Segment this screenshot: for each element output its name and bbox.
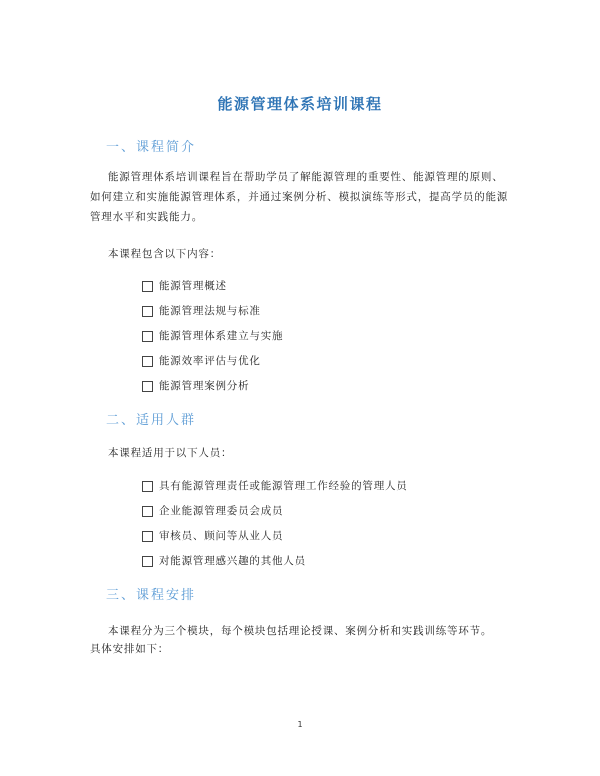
checklist-item: 审核员、顾问等从业人员	[142, 529, 408, 554]
section-heading-schedule: 三、课程安排	[106, 588, 197, 603]
document-title: 能源管理体系培训课程	[217, 95, 383, 113]
checkbox-icon	[142, 481, 153, 492]
page-number: 1	[297, 720, 303, 729]
content-list-intro: 本课程包含以下内容：	[108, 248, 221, 260]
checkbox-icon	[142, 381, 153, 392]
checkbox-icon	[142, 506, 153, 517]
checkbox-icon	[142, 531, 153, 542]
section-heading-audience: 二、适用人群	[106, 413, 197, 428]
checkbox-icon	[142, 281, 153, 292]
audience-checklist	[142, 479, 408, 579]
schedule-paragraph-line1: 本课程分为三个模块，每个模块包括理论授课、案例分析和实践训练等环节。	[108, 625, 493, 637]
course-content-checklist	[142, 279, 283, 404]
course-intro-paragraph: 能源管理体系培训课程旨在帮助学员了解能源管理的重要性、能源管理的原则、如何建立和实施能源管理体系，并通过案例分析、模拟演练等形式，提高学员的能源管理水平和实践能力。	[90, 171, 509, 223]
checkbox-icon	[142, 356, 153, 367]
checklist-item: 能源效率评估与优化	[142, 354, 283, 379]
audience-list-intro: 本课程适用于以下人员：	[108, 447, 233, 459]
checklist-item: 具有能源管理责任或能源管理工作经验的管理人员	[142, 479, 408, 504]
checklist-item: 企业能源管理委员会成员	[142, 504, 408, 529]
checkbox-icon	[142, 331, 153, 342]
section-heading-intro: 一、课程简介	[106, 140, 197, 155]
schedule-paragraph-line2: 具体安排如下：	[90, 643, 170, 655]
checkbox-icon	[142, 306, 153, 317]
checklist-item: 能源管理法规与标准	[142, 304, 283, 329]
checklist-item: 能源管理案例分析	[142, 379, 283, 404]
checklist-item: 能源管理概述	[142, 279, 283, 304]
checklist-item: 能源管理体系建立与实施	[142, 329, 283, 354]
checklist-item: 对能源管理感兴趣的其他人员	[142, 554, 408, 579]
checkbox-icon	[142, 556, 153, 567]
